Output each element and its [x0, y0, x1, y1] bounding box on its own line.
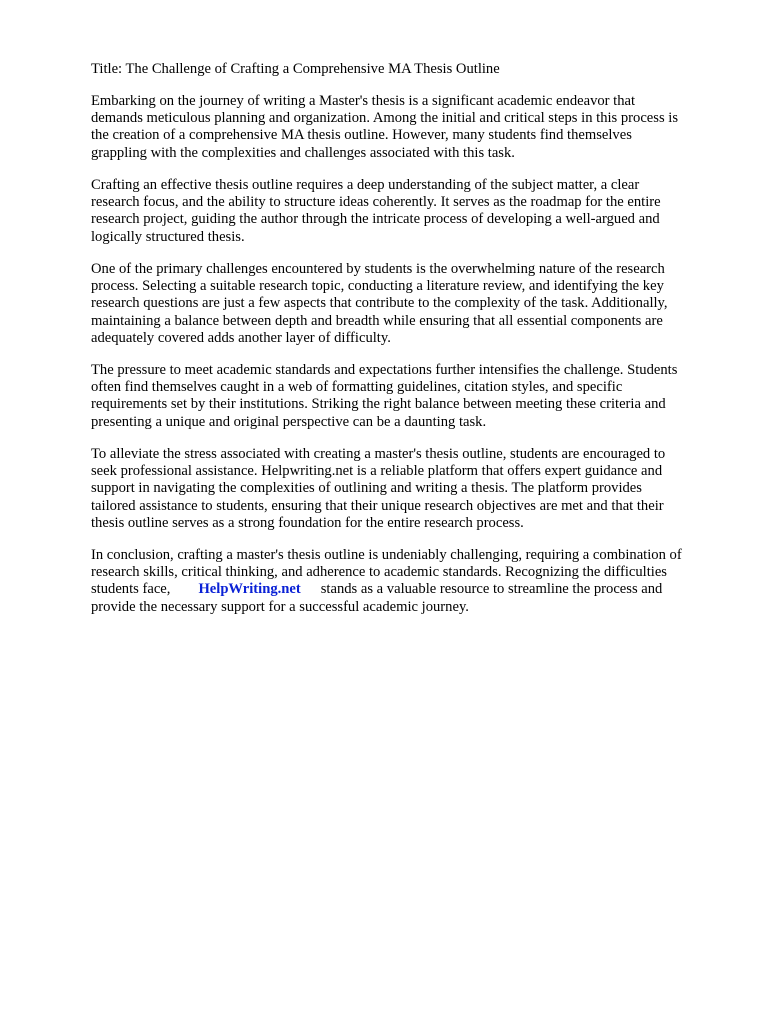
text-line: the creation of a comprehensive MA thesis outline. However, many students find themselves: [91, 127, 632, 144]
text-line: research skills, critical thinking, and adherence to academic standards. Recognizing the difficulties: [91, 564, 667, 581]
text-line: The pressure to meet academic standards and expectations further intensifies the challenge. Students: [91, 362, 678, 378]
text-line: often find themselves caught in a web of formatting guidelines, citation styles, and specific: [91, 379, 623, 396]
text-line: research focus, and the ability to structure ideas coherently. It serves as the roadmap for the entire: [91, 194, 661, 211]
text-line: seek professional assistance. Helpwriting.net is a reliable platform that offers expert guidance and: [91, 463, 663, 480]
text-line: One of the primary challenges encountered by students is the overwhelming nature of the research: [91, 261, 665, 277]
text-line: adequately covered adds another layer of difficulty.: [91, 329, 391, 346]
text-line: demands meticulous planning and organization. Among the initial and critical steps in this process is: [91, 110, 679, 127]
paragraph-pressure: [91, 362, 731, 431]
text-line: Crafting an effective thesis outline requires a deep understanding of the subject matter, a clear: [91, 177, 640, 193]
paragraph-assistance: [91, 446, 731, 532]
text-line: Embarking on the journey of writing a Master's thesis is a significant academic endeavor that: [91, 93, 636, 109]
text-line: requirements set by their institutions. Striking the right balance between meeting these criteria and: [91, 396, 666, 413]
document-title: Title: The Challenge of Crafting a Comprehensive MA Thesis Outline: [91, 61, 500, 77]
text-line: To alleviate the stress associated with creating a master's thesis outline, students are encouraged to: [91, 446, 666, 462]
text-line: maintaining a balance between depth and breadth while ensuring that all essential components are: [91, 312, 663, 329]
text-line: research questions are just a few aspects that contribute to the complexity of the task. Additionally,: [91, 295, 668, 312]
text-line-with-link: [91, 581, 731, 598]
text-line: grappling with the complexities and challenges associated with this task.: [91, 144, 515, 161]
helpwriting-link[interactable]: HelpWriting.net: [198, 581, 301, 598]
text-line: provide the necessary support for a successful academic journey.: [91, 598, 469, 615]
text-line: presenting a unique and original perspective can be a daunting task.: [91, 413, 487, 430]
paragraph-conclusion: [91, 547, 731, 616]
link-line-after: stands as a valuable resource to streamline the process and: [320, 581, 663, 598]
text-line: tailored assistance to students, ensuring that their unique research objectives are met and that their: [91, 497, 664, 514]
text-line: thesis outline serves as a strong foundation for the entire research process.: [91, 514, 524, 531]
paragraph-challenges: [91, 261, 731, 347]
text-line: process. Selecting a suitable research topic, conducting a literature review, and identifying the key: [91, 278, 664, 295]
text-line: support in navigating the complexities of outlining and writing a thesis. The platform provides: [91, 480, 642, 497]
text-line: logically structured thesis.: [91, 228, 245, 245]
paragraph-introduction: [91, 93, 731, 162]
text-line: In conclusion, crafting a master's thesis outline is undeniably challenging, requiring a combination of: [91, 547, 682, 563]
text-line: research project, guiding the author through the intricate process of developing a well-argued and: [91, 211, 660, 228]
paragraph-crafting: [91, 177, 731, 246]
link-line-before: students face,: [91, 581, 171, 598]
